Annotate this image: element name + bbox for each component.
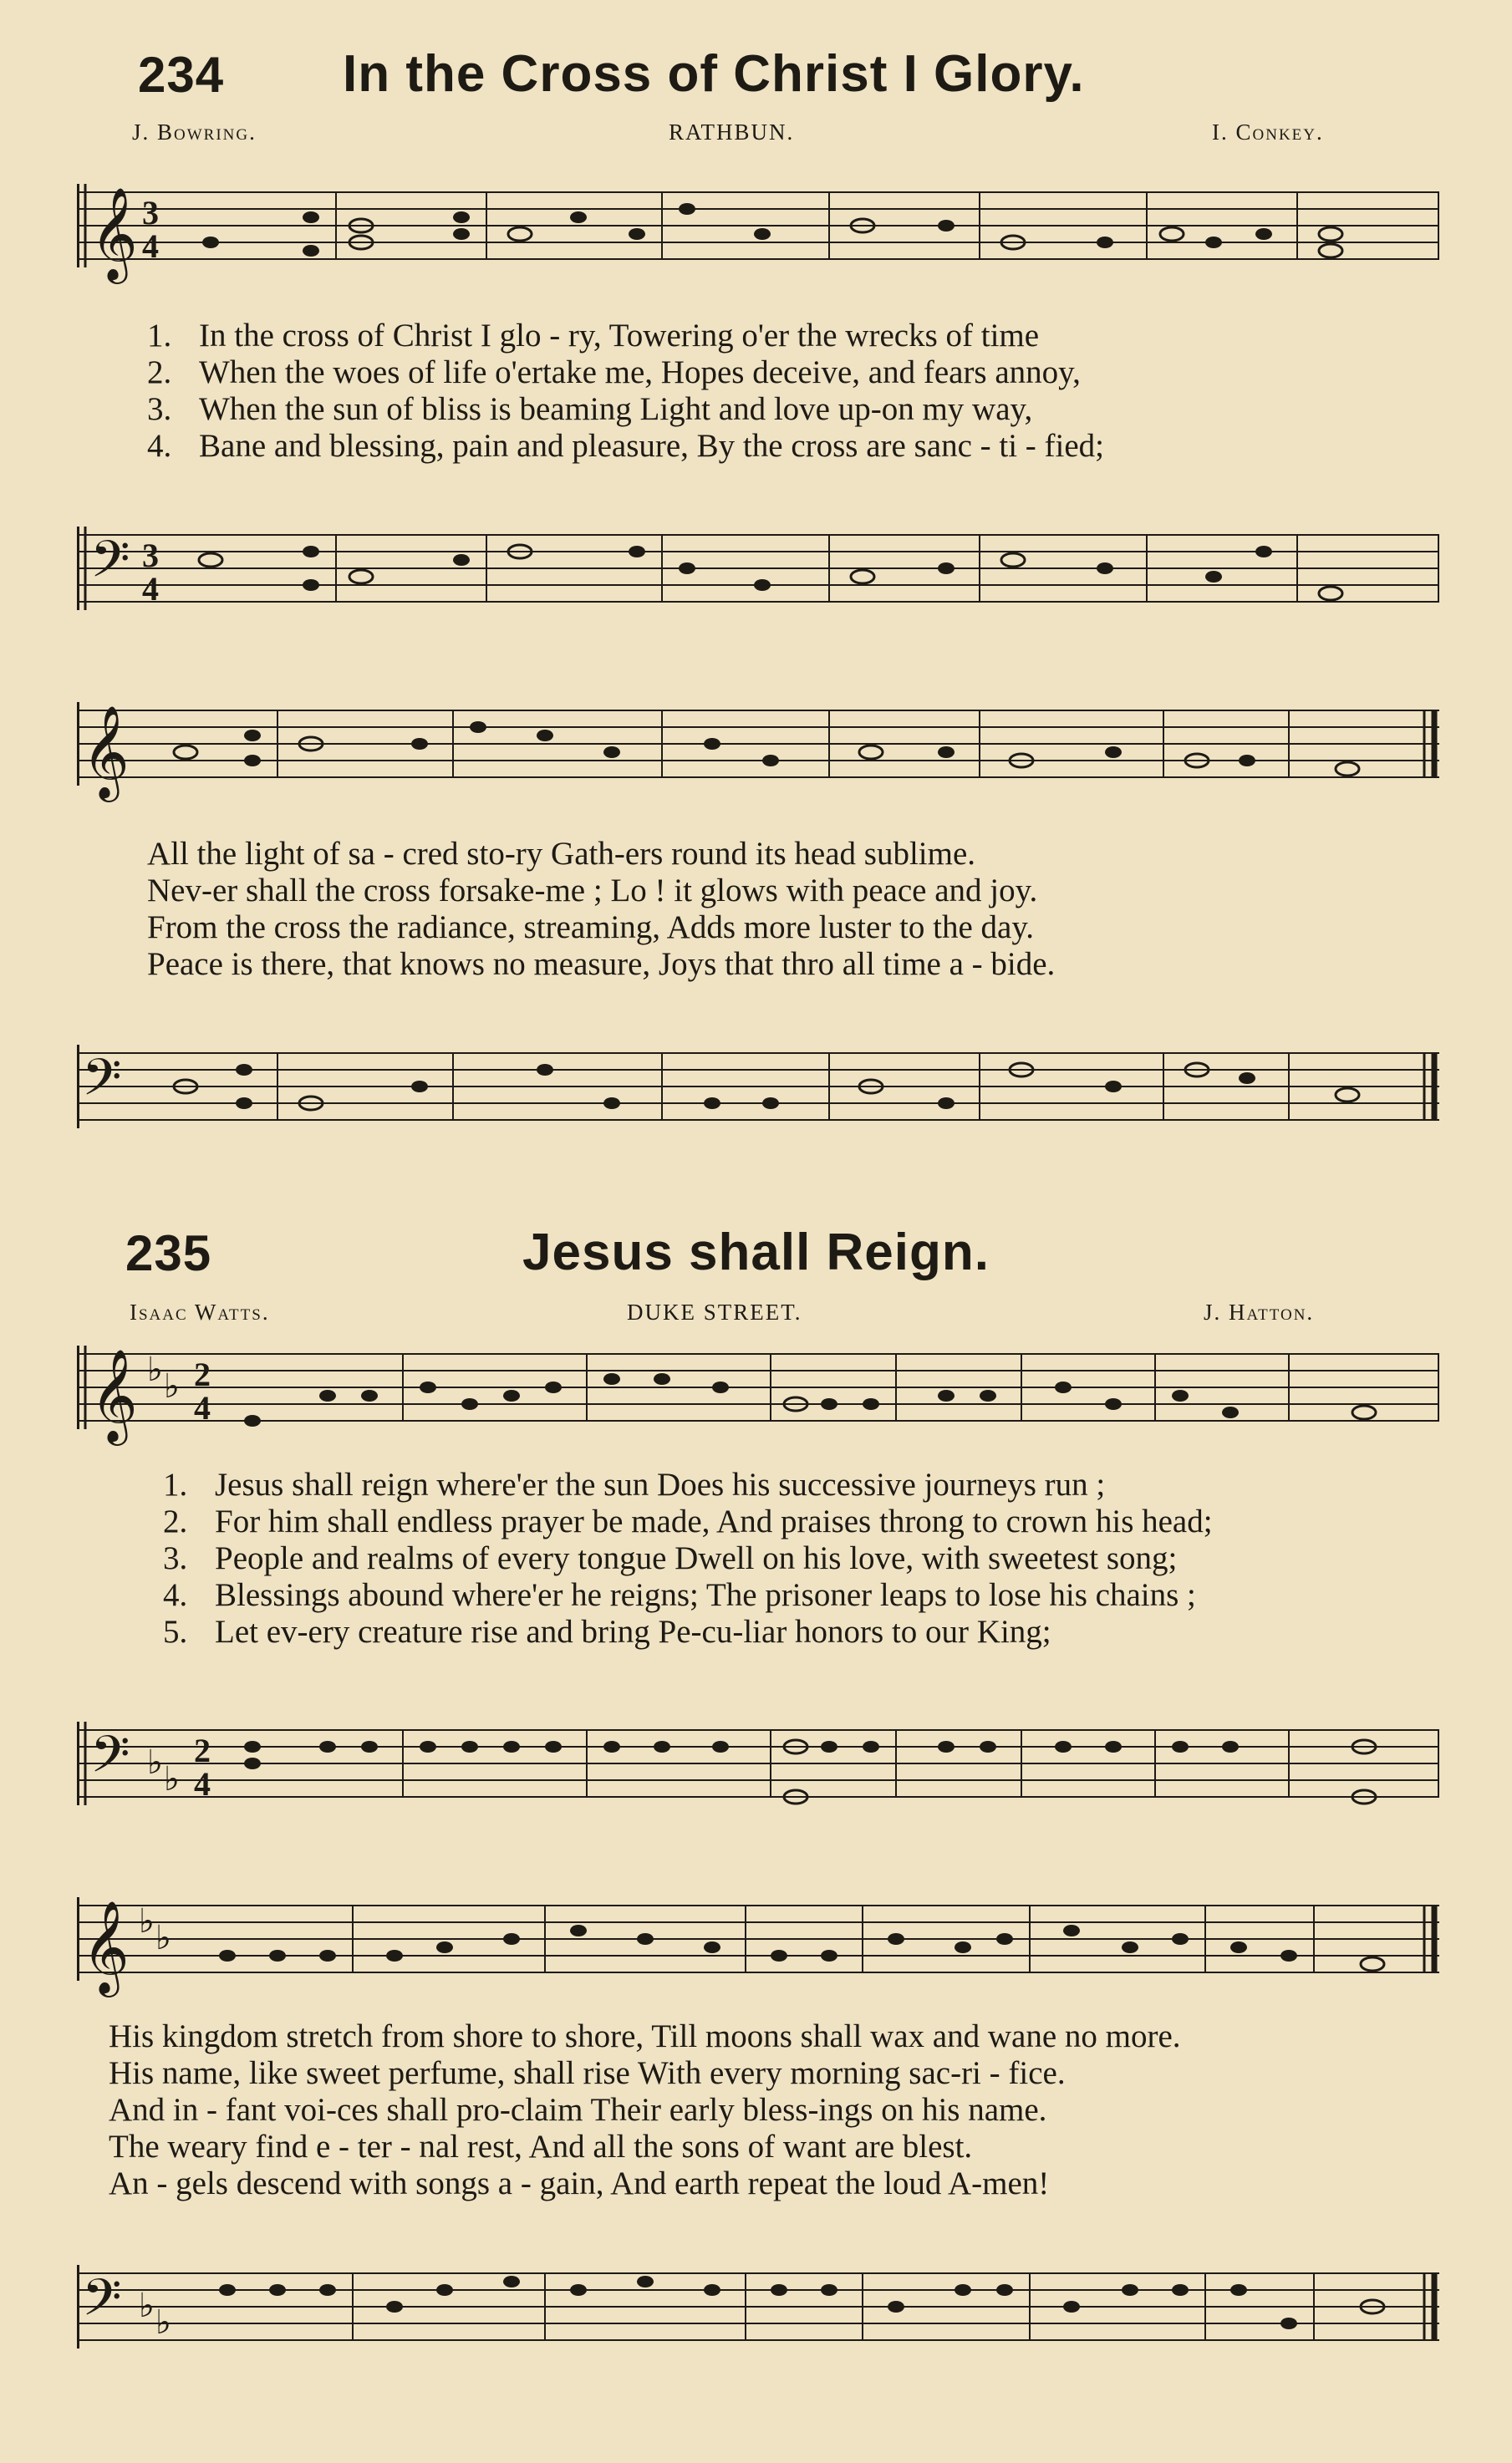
hymn-234-verses-part-2 (147, 836, 1055, 983)
svg-text:𝄞: 𝄞 (90, 186, 138, 280)
hymn-234-verses-part-1 (147, 318, 1104, 465)
verse-line: 5. Let ev-ery creature rise and bring Pe-cu-liar honors to our King; (163, 1614, 1051, 1650)
hymn-235-verses-part-2 (109, 2018, 1181, 2202)
svg-text:♭: ♭ (147, 1351, 163, 1389)
hymn-author: J. Bowring. (132, 120, 257, 145)
verse-line: Nev-er shall the cross forsake-me ; Lo ! it glows with peace and joy. (147, 873, 1038, 908)
verse-line: Peace is there, that knows no measure, Joys that thro all time a - bide. (147, 946, 1056, 982)
svg-text:𝄢: 𝄢 (90, 530, 130, 602)
svg-text:4: 4 (194, 1765, 211, 1803)
hymn-tune: RATHBUN. (669, 120, 795, 145)
staff-235-treble-2 (77, 1889, 1439, 1997)
staff-234-treble-2 (77, 694, 1439, 802)
verse-line: An - gels descend with songs a - gain, And earth repeat the loud A-men! (109, 2165, 1050, 2201)
svg-text:2: 2 (194, 1356, 211, 1393)
verse-line: 2. When the woes of life o'ertake me, Hopes deceive, and fears annoy, (147, 354, 1081, 390)
verse-line: 2. For him shall endless prayer be made, And praises throng to crown his head; (163, 1504, 1213, 1539)
verse-line: All the light of sa - cred sto-ry Gath-ers round its head sublime. (147, 836, 976, 872)
bass-staff-graphic (77, 1036, 1439, 1145)
hymn-number: 234 (138, 47, 225, 103)
verse-line: 4. Bane and blessing, pain and pleasure, By the cross are sanc - ti - fied; (147, 428, 1104, 464)
staff-234-bass-1 (77, 518, 1439, 627)
bass-staff-graphic (77, 2257, 1439, 2365)
hymn-number: 235 (125, 1225, 212, 1281)
svg-text:𝄞: 𝄞 (90, 1348, 138, 1442)
staff-235-bass-2 (77, 2257, 1439, 2365)
hymn-composer: I. Conkey. (1212, 120, 1324, 145)
svg-text:𝄢: 𝄢 (90, 1725, 130, 1797)
verse-line: From the cross the radiance, streaming, Adds more luster to the day. (147, 909, 1035, 945)
svg-text:2: 2 (194, 1732, 211, 1769)
verse-line: His name, like sweet perfume, shall rise With every morning sac-ri - fice. (109, 2055, 1066, 2091)
treble-staff-graphic (77, 694, 1439, 802)
svg-text:♭: ♭ (164, 1760, 180, 1799)
verse-line: And in - fant voi-ces shall pro-claim Their early bless-ings on his name. (109, 2092, 1047, 2128)
svg-text:♭: ♭ (139, 1902, 155, 1941)
verse-line: 3. When the sun of bliss is beaming Light and love up-on my way, (147, 391, 1033, 427)
treble-staff-graphic (77, 1337, 1439, 1446)
hymn-composer: J. Hatton. (1204, 1300, 1315, 1325)
svg-text:3: 3 (142, 537, 159, 574)
hymn-tune: DUKE STREET. (627, 1300, 802, 1325)
hymn-author: Isaac Watts. (130, 1300, 270, 1325)
verse-line: His kingdom stretch from shore to shore, Till moons shall wax and wane no more. (109, 2018, 1181, 2054)
svg-text:3: 3 (142, 194, 159, 232)
staff-235-treble-1 (77, 1337, 1439, 1446)
hymn-235-verses-part-1 (163, 1467, 1213, 1651)
bass-staff-graphic (77, 518, 1439, 627)
staff-235-bass-1 (77, 1713, 1439, 1822)
svg-text:♭: ♭ (155, 2303, 171, 2342)
svg-text:𝄞: 𝄞 (82, 1900, 130, 1993)
svg-text:♭: ♭ (155, 1919, 171, 1957)
svg-text:𝄢: 𝄢 (82, 2268, 122, 2340)
verse-line: 4. Blessings abound where'er he reigns; The prisoner leaps to lose his chains ; (163, 1577, 1196, 1613)
svg-text:♭: ♭ (139, 2287, 155, 2325)
verse-line: 3. People and realms of every tongue Dwell on his love, with sweetest song; (163, 1540, 1178, 1576)
svg-text:♭: ♭ (147, 1743, 163, 1782)
svg-text:4: 4 (194, 1389, 211, 1427)
staff-234-bass-2 (77, 1036, 1439, 1145)
staff-234-treble-1 (77, 176, 1439, 284)
bass-staff-graphic (77, 1713, 1439, 1822)
hymn-title: In the Cross of Christ I Glory. (343, 45, 1085, 103)
svg-text:4: 4 (142, 570, 159, 608)
verse-line: The weary find e - ter - nal rest, And all the sons of want are blest. (109, 2129, 973, 2165)
svg-text:♭: ♭ (164, 1367, 180, 1406)
verse-line: 1. In the cross of Christ I glo - ry, Towering o'er the wrecks of time (147, 318, 1040, 354)
svg-text:𝄢: 𝄢 (82, 1048, 122, 1120)
verse-line: 1. Jesus shall reign where'er the sun Does his successive journeys run ; (163, 1467, 1106, 1503)
treble-staff-graphic (77, 176, 1439, 284)
svg-text:4: 4 (142, 227, 159, 265)
treble-staff-graphic (77, 1889, 1439, 1997)
svg-text:𝄞: 𝄞 (82, 705, 130, 798)
hymn-title: Jesus shall Reign. (522, 1224, 990, 1281)
